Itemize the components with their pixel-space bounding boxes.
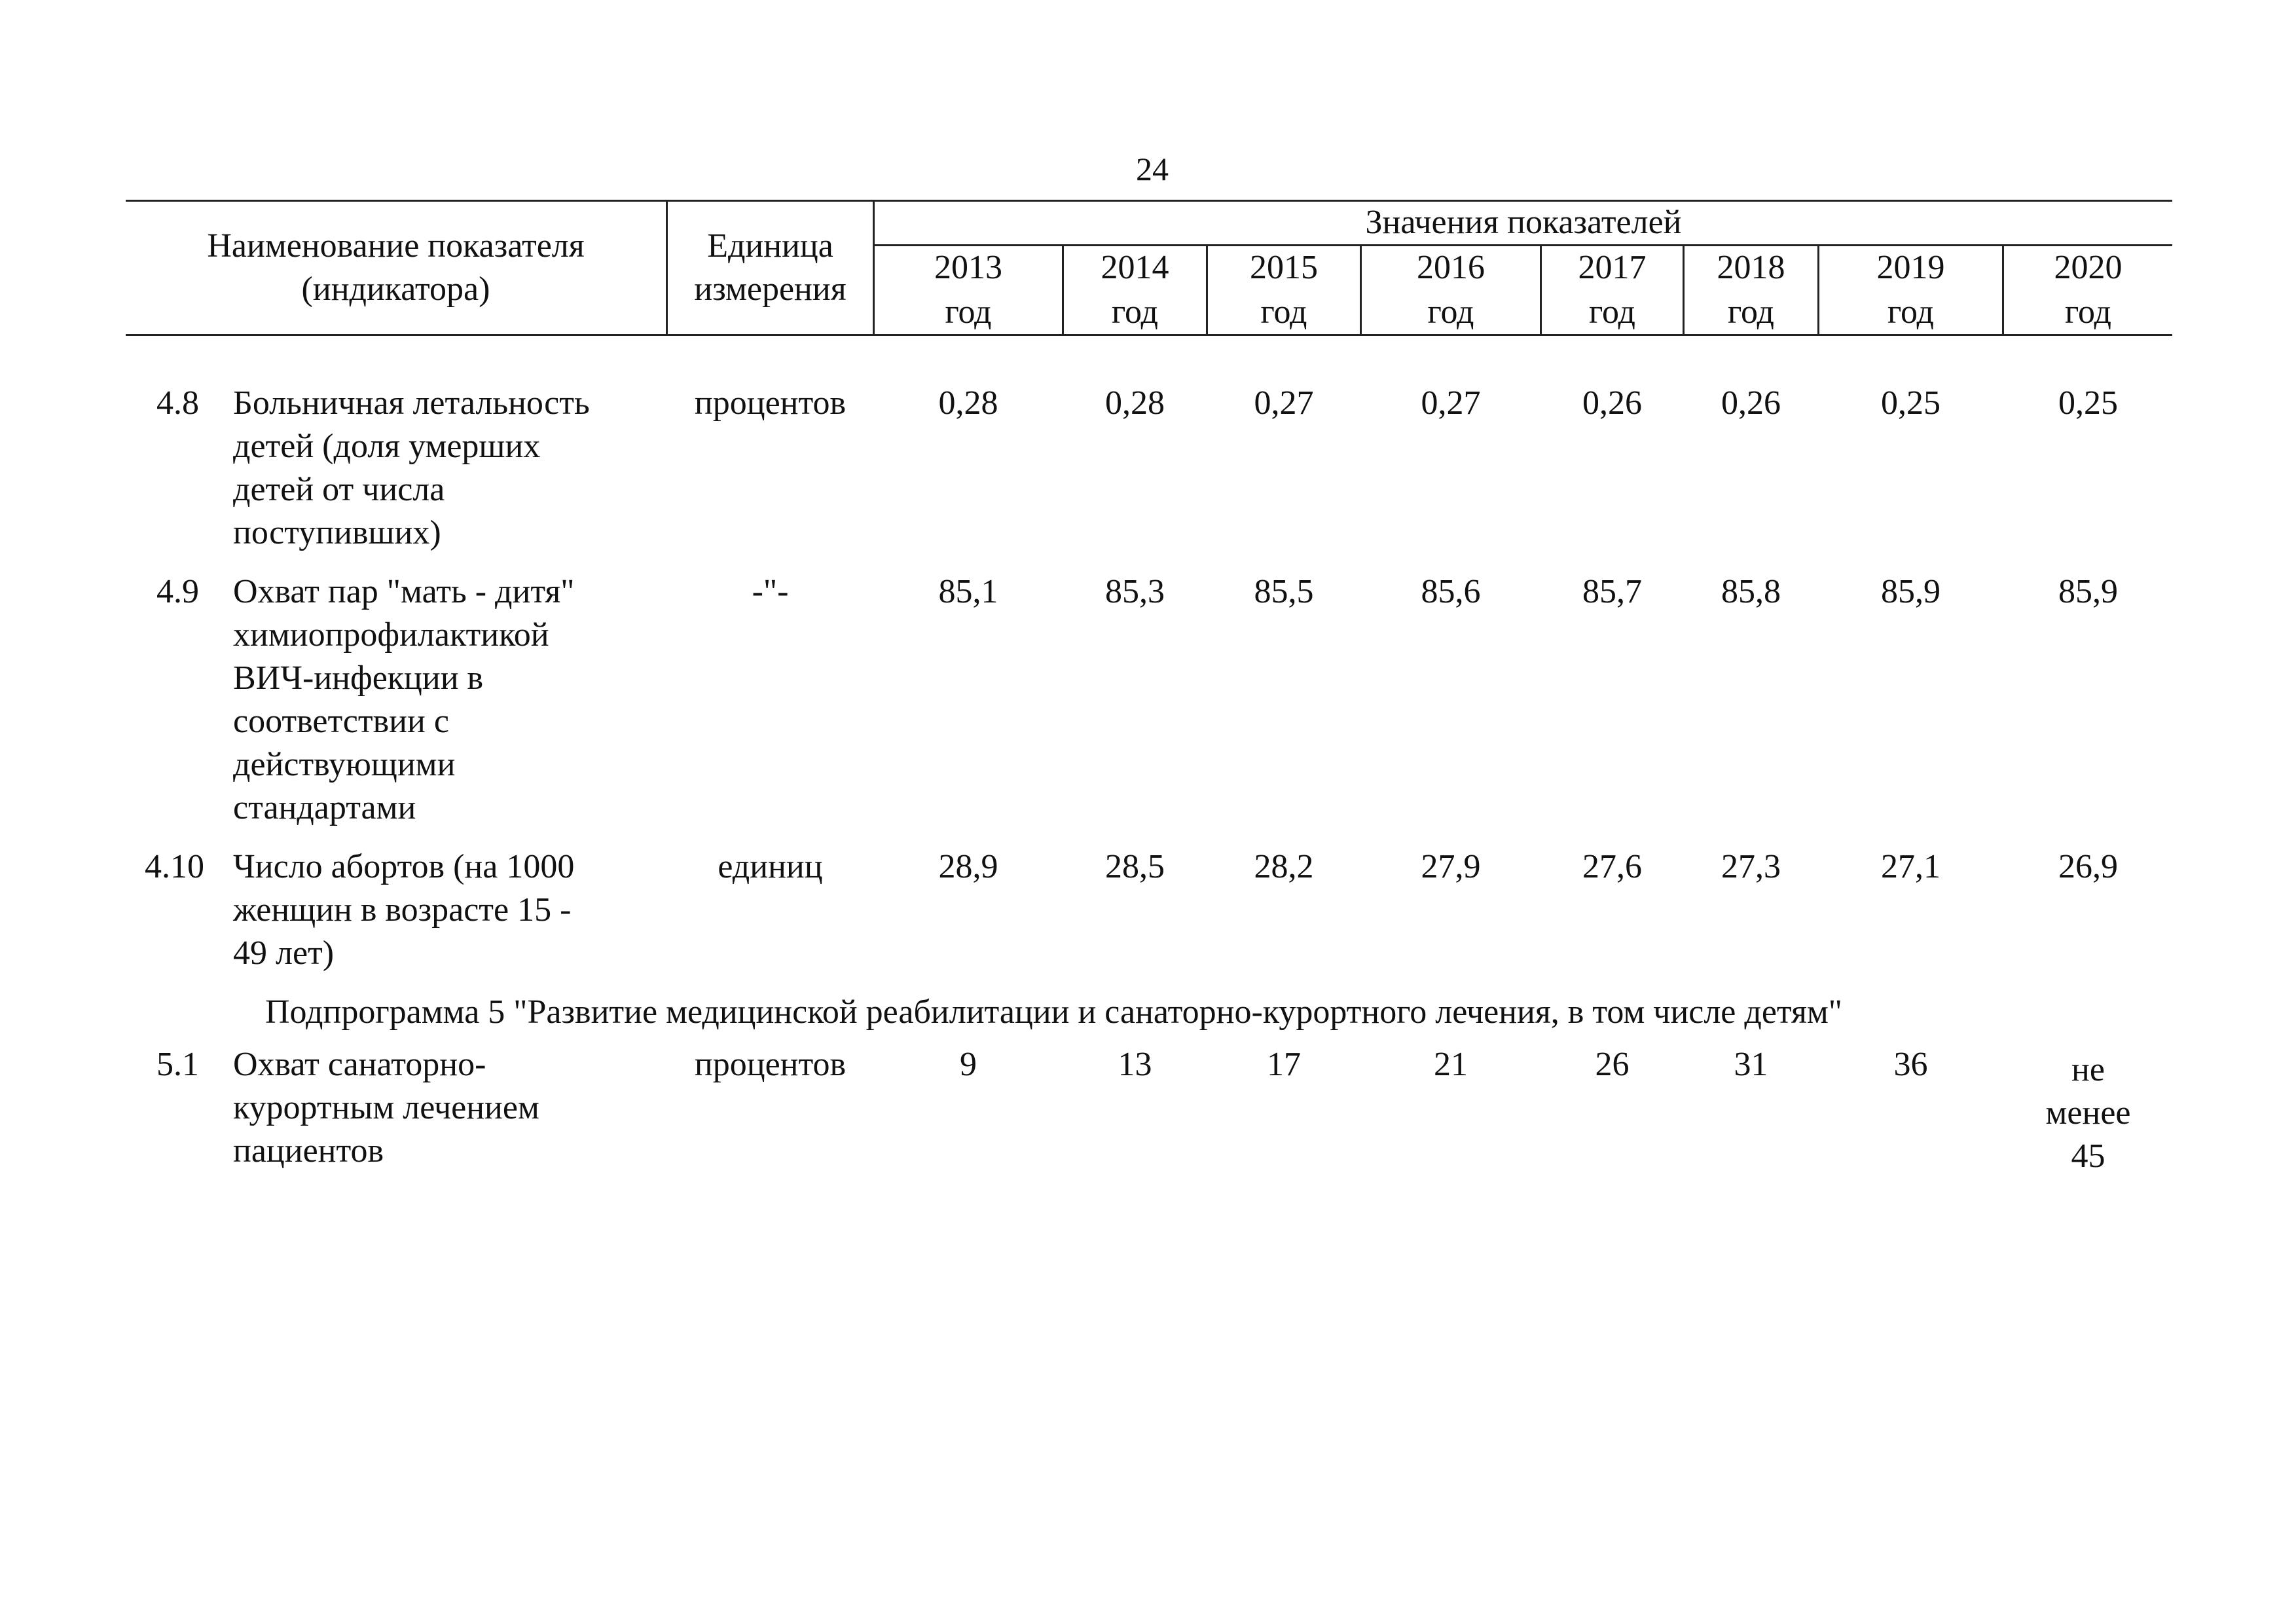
row-4-9-name-line-1: Охват пар "мать - дитя" xyxy=(233,573,575,610)
row-4-8-value-2015: 0,27 xyxy=(1254,384,1314,422)
row-4-8-number: 4.8 xyxy=(156,384,199,422)
row-4-10-value-2013: 28,9 xyxy=(938,848,998,885)
header-year-2019: 2019 xyxy=(1876,249,1945,286)
row-4-10-unit: единиц xyxy=(718,848,823,885)
row-4-10-value-2018: 27,3 xyxy=(1721,848,1781,885)
page-number: 24 xyxy=(1136,151,1169,187)
row-4-9-name-line-5: действующими xyxy=(233,746,456,783)
row-4-10-name-line-3: 49 лет) xyxy=(233,934,335,972)
row-5-1-value-2018: 31 xyxy=(1734,1046,1768,1083)
header-year-suffix-2017: год xyxy=(1589,293,1635,331)
row-5-1-value-2014: 13 xyxy=(1118,1046,1152,1083)
row-4-9-value-2018: 85,8 xyxy=(1721,573,1781,610)
row-5-1-name-line-2: курортным лечением xyxy=(233,1089,539,1126)
row-5-1-unit: процентов xyxy=(694,1046,847,1083)
header-name-line-1: Наименование показателя xyxy=(207,227,585,265)
row-4-9-name-line-2: химиопрофилактикой xyxy=(233,616,549,654)
row-4-9-name-line-6: стандартами xyxy=(233,789,416,826)
row-5-1-value-2020-line-2: менее xyxy=(2045,1094,2131,1132)
row-4-9-value-2020: 85,9 xyxy=(2058,573,2118,610)
row-4-10-value-2020: 26,9 xyxy=(2058,848,2118,885)
row-4-8-value-2017: 0,26 xyxy=(1582,384,1642,422)
row-4-9-name-line-4: соответствии с xyxy=(233,703,449,740)
header-year-2015: 2015 xyxy=(1250,249,1318,286)
row-4-9-name-line-3: ВИЧ-инфекции в xyxy=(233,659,484,697)
row-4-8-value-2018: 0,26 xyxy=(1721,384,1781,422)
row-5-1-value-2016: 21 xyxy=(1434,1046,1468,1083)
row-4-10-value-2017: 27,6 xyxy=(1582,848,1642,885)
row-4-9-value-2016: 85,6 xyxy=(1421,573,1481,610)
header-year-2018: 2018 xyxy=(1717,249,1785,286)
row-4-10-number: 4.10 xyxy=(145,848,204,885)
row-4-9-value-2019: 85,9 xyxy=(1881,573,1941,610)
header-unit-line-2: измерения xyxy=(694,270,847,308)
row-4-9-value-2017: 85,7 xyxy=(1582,573,1642,610)
header-year-2013: 2013 xyxy=(934,249,1002,286)
header-values-caption: Значения показателей xyxy=(1365,204,1682,241)
header-year-suffix-2019: год xyxy=(1887,293,1934,331)
row-5-1-value-2017: 26 xyxy=(1595,1046,1630,1083)
header-year-2017: 2017 xyxy=(1578,249,1647,286)
header-year-suffix-2018: год xyxy=(1728,293,1774,331)
header-year-suffix-2015: год xyxy=(1260,293,1307,331)
header-year-suffix-2016: год xyxy=(1427,293,1474,331)
row-4-8-name-line-4: поступивших) xyxy=(233,514,441,551)
row-4-8-name-line-1: Больничная летальность xyxy=(233,384,590,422)
row-5-1-value-2019: 36 xyxy=(1893,1046,1928,1083)
row-4-10-value-2016: 27,9 xyxy=(1421,848,1481,885)
row-5-1-number: 5.1 xyxy=(156,1046,199,1083)
row-4-10-value-2014: 28,5 xyxy=(1105,848,1165,885)
row-5-1-name-line-3: пациентов xyxy=(233,1132,384,1170)
row-4-9-unit: -"- xyxy=(752,573,789,610)
row-4-9-value-2014: 85,3 xyxy=(1105,573,1165,610)
row-4-8-value-2013: 0,28 xyxy=(938,384,998,422)
row-4-9-value-2013: 85,1 xyxy=(938,573,998,610)
row-5-1-value-2013: 9 xyxy=(960,1046,977,1083)
row-4-8-unit: процентов xyxy=(694,384,847,422)
subprogram-5-title: Подпрограмма 5 "Развитие медицинской реабилитации и санаторно-курортного лечения, в том числе детям" xyxy=(265,993,1843,1031)
row-5-1-value-2020-line-1: не xyxy=(2071,1051,2105,1088)
row-4-10-value-2019: 27,1 xyxy=(1881,848,1941,885)
row-4-8-value-2020: 0,25 xyxy=(2058,384,2118,422)
header-year-suffix-2013: год xyxy=(945,293,992,331)
row-4-10-name-line-2: женщин в возрасте 15 - xyxy=(233,891,572,929)
row-5-1-value-2015: 17 xyxy=(1267,1046,1301,1083)
row-4-10-value-2015: 28,2 xyxy=(1254,848,1314,885)
row-4-8-name-line-2: детей (доля умерших xyxy=(233,428,541,465)
row-4-9-value-2015: 85,5 xyxy=(1254,573,1314,610)
header-year-suffix-2020: год xyxy=(2065,293,2111,331)
header-unit-line-1: Единица xyxy=(707,227,833,265)
header-name-line-2: (индикатора) xyxy=(301,270,490,308)
row-5-1-name-line-1: Охват санаторно- xyxy=(233,1046,486,1083)
header-year-2020: 2020 xyxy=(2054,249,2123,286)
header-year-suffix-2014: год xyxy=(1112,293,1158,331)
row-4-9-number: 4.9 xyxy=(156,573,199,610)
header-bottom-rule xyxy=(126,334,2172,336)
row-4-8-value-2016: 0,27 xyxy=(1421,384,1481,422)
row-4-8-name-line-3: детей от числа xyxy=(233,471,445,508)
header-year-2014: 2014 xyxy=(1101,249,1169,286)
row-5-1-value-2020-line-3: 45 xyxy=(2071,1137,2105,1175)
row-4-8-value-2014: 0,28 xyxy=(1105,384,1165,422)
row-4-8-value-2019: 0,25 xyxy=(1881,384,1941,422)
row-4-10-name-line-1: Число абортов (на 1000 xyxy=(233,848,575,885)
header-year-2016: 2016 xyxy=(1417,249,1485,286)
